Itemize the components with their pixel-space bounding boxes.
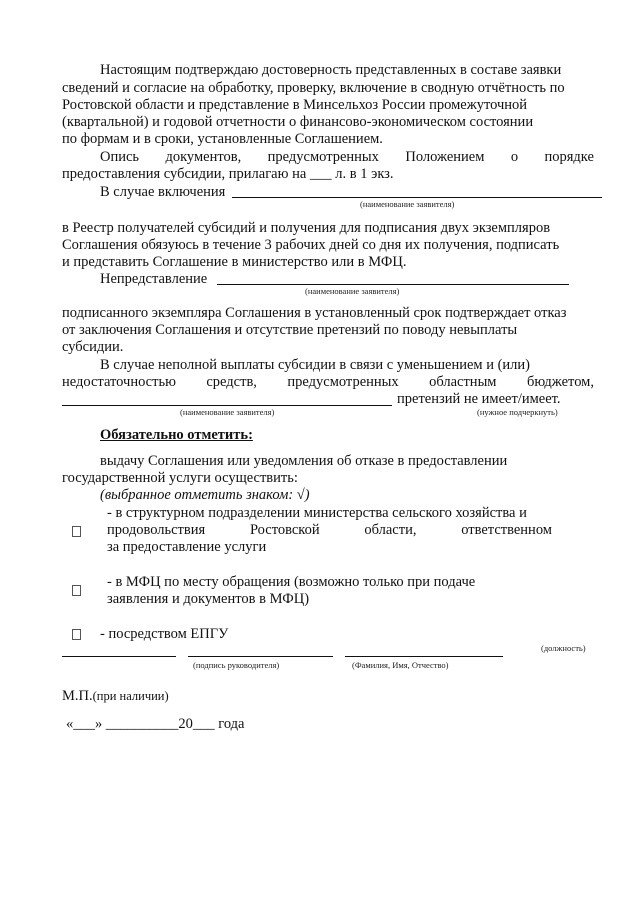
para1-line-3: Ростовской области и представление в Минсельхоз России промежуточной — [62, 97, 528, 113]
para1-line-2: сведений и согласие на обработку, проверку, включение в сводную отчётность по — [62, 80, 565, 96]
full-name-line[interactable] — [345, 656, 503, 657]
para5-line-2: недостаточностью средств, предусмотренных областным бюджетом, — [62, 374, 594, 390]
option2-line-2: заявления и документов в МФЦ) — [107, 591, 310, 607]
option1-checkbox[interactable] — [72, 526, 81, 537]
para5-tail: претензий не имеет/имеет. — [397, 391, 561, 407]
option3-line-1: - посредством ЕПГУ — [100, 626, 229, 642]
para3-line-1: в Реестр получателей субсидий и получения для подписания двух экземпляров — [62, 220, 551, 236]
applicant-name-line-1[interactable] — [232, 197, 602, 198]
option3-checkbox[interactable] — [72, 629, 81, 640]
applicant-name-line-2[interactable] — [217, 284, 569, 285]
para4-lead: Непредставление — [100, 271, 208, 287]
option1-line-3: за предоставление услуги — [107, 539, 267, 555]
para4-line-3: субсидии. — [62, 339, 124, 355]
para1-line-4: (квартальной) и годовой отчетности о финансово-экономическом состоянии — [62, 114, 534, 130]
para3-caption: (наименование заявителя) — [360, 199, 455, 209]
option1-line-1: - в структурном подразделении министерства сельского хозяйства и — [107, 505, 527, 521]
signature-line[interactable] — [188, 656, 333, 657]
para1-line-1: Настоящим подтверждаю достоверность представленных в составе заявки — [100, 62, 562, 78]
para2-line-2: предоставления субсидии, прилагаю на ___ л. в 1 экз. — [62, 166, 394, 182]
date-line[interactable]: «___» __________20___ года — [66, 716, 245, 732]
para4-caption: (наименование заявителя) — [305, 286, 400, 296]
delivery-line-2: государственной услуги осуществить: — [62, 470, 298, 486]
para3-lead: В случае включения — [100, 184, 226, 200]
full-name-caption: (Фамилия, Имя, Отчество) — [352, 660, 449, 670]
para3-line-3: и представить Соглашение в министерство или в МФЦ. — [62, 254, 407, 270]
para5-caption-right: (нужное подчеркнуть) — [477, 407, 558, 417]
para1-line-5: по формам и в сроки, установленные Соглашением. — [62, 131, 383, 147]
para2-line-1: Опись документов, предусмотренных Положением о порядке — [100, 149, 594, 165]
stamp-label: М.П.(при наличии) — [62, 688, 169, 704]
section-heading: Обязательно отметить: — [100, 427, 253, 443]
option2-checkbox[interactable] — [72, 585, 81, 596]
para5-line-1: В случае неполной выплаты субсидии в связи с уменьшением и (или) — [100, 357, 531, 373]
option2-line-1: - в МФЦ по месту обращения (возможно только при подаче — [107, 574, 476, 590]
position-line[interactable] — [62, 656, 176, 657]
delivery-line-1: выдачу Соглашения или уведомления об отказе в предоставлении — [100, 453, 508, 469]
option1-line-2: продовольствия Ростовской области, ответственном — [107, 522, 552, 538]
para4-line-1: подписанного экземпляра Соглашения в установленный срок подтверждает отказ — [62, 305, 567, 321]
para3-line-2: Соглашения обязуюсь в течение 3 рабочих дней со дня их получения, подписать — [62, 237, 560, 253]
para4-line-2: от заключения Соглашения и отсутствие претензий по поводу невыплаты — [62, 322, 518, 338]
para5-caption-left: (наименование заявителя) — [180, 407, 275, 417]
applicant-name-line-3[interactable] — [62, 405, 392, 406]
position-caption: (должность) — [541, 643, 586, 653]
delivery-hint: (выбранное отметить знаком: √) — [100, 487, 310, 503]
signature-caption: (подпись руководителя) — [193, 660, 280, 670]
